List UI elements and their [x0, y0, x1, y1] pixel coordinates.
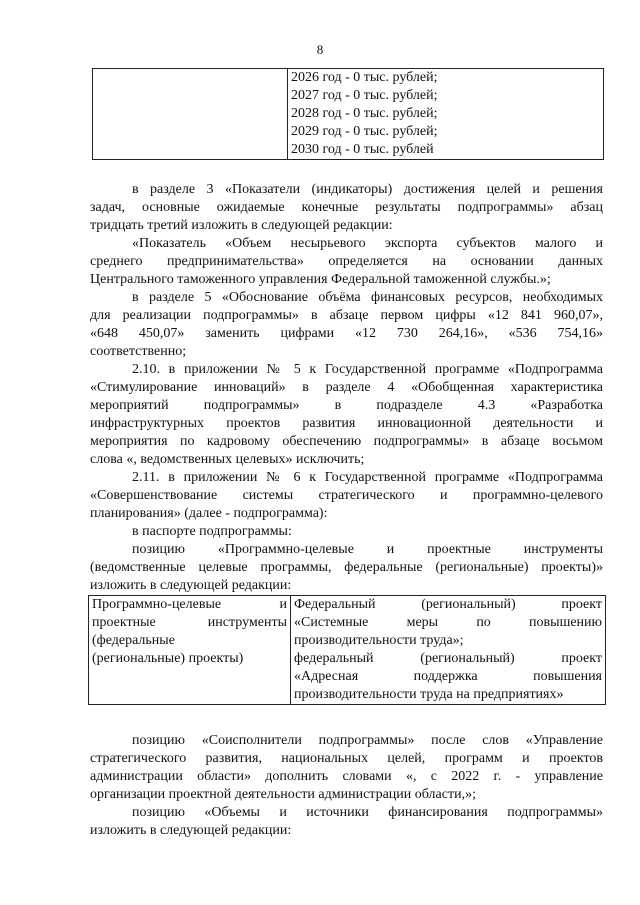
paragraph-passport — [90, 523, 603, 541]
text-line: в разделе 3 «Показатели (индикаторы) достижения целей и решения — [132, 182, 603, 197]
table-row-line: 2030 год - 0 тыс. рублей — [291, 142, 434, 157]
paragraph-section3 — [90, 181, 603, 235]
paragraph-2-11 — [90, 469, 603, 523]
text-line: (ведомственные целевые программы, федеральные (региональные) проекты)» — [90, 560, 603, 575]
text-line: «648 450,07» заменить цифрами «12 730 264,16», «536 754,16» — [90, 326, 603, 341]
table-row-line: 2028 год - 0 тыс. рублей; — [291, 106, 438, 121]
text-line: стратегического развития, национальных целей, программ и проектов — [90, 751, 603, 766]
text-line: позицию «Соисполнители подпрограммы» после слов «Управление — [132, 733, 603, 748]
text-line: администрации области» дополнить словами «, с 2022 г. - управление — [90, 769, 603, 784]
text-line: в паспорте подпрограммы: — [132, 524, 292, 539]
paragraph-2-10 — [90, 361, 603, 469]
table-cell-position-value — [291, 596, 606, 705]
text-line: планирования» (далее - подпрограмма): — [90, 506, 328, 521]
text-line: «Адресная поддержка повышения — [294, 669, 602, 684]
table-row-line: 2026 год - 0 тыс. рублей; — [291, 70, 438, 85]
table-cell-years — [288, 69, 604, 160]
paragraph-coexecutors — [90, 732, 603, 804]
text-line: организации проектной деятельности администрации области,»; — [90, 787, 476, 802]
text-line: «Системные меры по повышению — [294, 615, 602, 630]
instruments-table — [88, 595, 606, 705]
text-line: мероприятия по кадровому обеспечению подпрограммы» в абзаце восьмом — [90, 434, 603, 449]
text-line: среднего предпринимательства» определяется на основании данных — [90, 254, 603, 269]
text-line: слова «, ведомственных целевых» исключить; — [90, 452, 365, 467]
text-line: задач, основные ожидаемые конечные результаты подпрограммы» абзац — [90, 200, 603, 215]
text-line: «Показатель «Объем несырьевого экспорта субъектов малого и — [132, 236, 603, 251]
text-line: изложить в следующей редакции: — [90, 578, 292, 593]
text-line: инфраструктурных проектов развития инновационной деятельности и — [90, 416, 603, 431]
text-line: мероприятий подпрограммы» в подразделе 4.3 «Разработка — [90, 398, 603, 413]
funding-years-table — [92, 68, 604, 160]
text-line: «Совершенствование системы стратегического и программно-целевого — [90, 488, 603, 503]
text-line: в разделе 5 «Обоснование объёма финансовых ресурсов, необходимых — [132, 290, 603, 305]
text-line: соответственно; — [90, 344, 187, 359]
text-line: тридцать третий изложить в следующей редакции: — [90, 218, 393, 233]
text-line: проектные инструменты — [92, 615, 287, 630]
text-line: Центрального таможенного управления Федеральной таможенной службы.»; — [90, 272, 551, 287]
paragraph-funding-position — [90, 804, 603, 840]
text-line: позицию «Объемы и источники финансирования подпрограммы» — [132, 805, 603, 820]
text-line: позицию «Программно-целевые и проектные инструменты — [132, 542, 603, 557]
text-line: «Стимулирование инноваций» в разделе 4 «Обобщенная характеристика — [90, 380, 603, 395]
text-line: производительности труда»; — [294, 633, 464, 648]
text-line: 2.11. в приложении № 6 к Государственной программе «Подпрограмма — [132, 470, 603, 485]
table-row-line: 2029 год - 0 тыс. рублей; — [291, 124, 438, 139]
text-line: производительности труда на предприятиях» — [294, 687, 564, 702]
table-row-line: 2027 год - 0 тыс. рублей; — [291, 88, 438, 103]
text-line: 2.10. в приложении № 5 к Государственной программе «Подпрограмма — [132, 362, 603, 377]
paragraph-section5 — [90, 289, 603, 361]
table-cell-position-name — [89, 596, 291, 705]
paragraph-indicator-quote — [90, 235, 603, 289]
text-line: федеральный (региональный) проект — [294, 651, 602, 666]
page-number: 8 — [316, 42, 324, 57]
text-line: для реализации подпрограммы» в абзаце первом цифры «12 841 960,07», — [90, 308, 603, 323]
text-line: Программно-целевые и — [92, 597, 287, 612]
paragraph-position-instruments — [90, 541, 603, 595]
text-line: изложить в следующей редакции: — [90, 823, 292, 838]
table-cell-empty — [93, 69, 288, 160]
text-line: (региональные) проекты) — [92, 651, 244, 666]
text-line: Федеральный (региональный) проект — [294, 597, 602, 612]
text-line: (федеральные — [92, 633, 175, 648]
